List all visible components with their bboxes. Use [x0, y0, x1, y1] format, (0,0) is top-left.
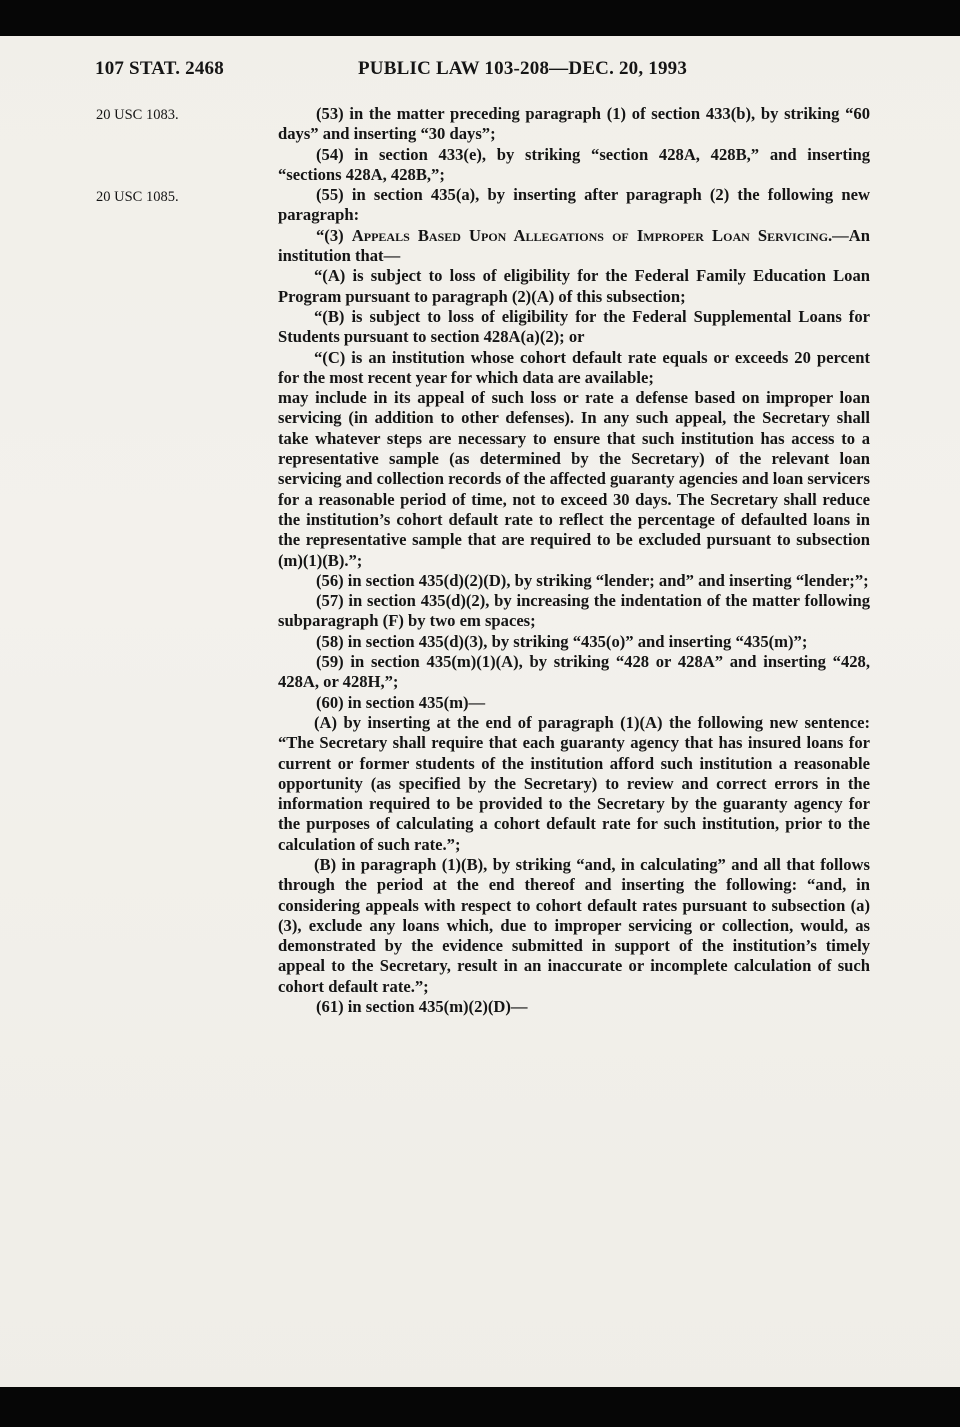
statute-subparagraph-a: “(A) is subject to loss of eligibility for the Federal Family Education Loan Program pursuant to paragraph (2)(A) of this subsection;: [278, 266, 870, 306]
quoted-paragraph-suffix: .—An institution that—: [278, 225, 870, 266]
statute-body: [278, 104, 870, 1017]
smallcaps-heading: Appeals Based Upon Allegations of Improper Loan Servicing: [351, 225, 829, 245]
statute-paragraph-55-3: [278, 226, 870, 267]
statute-paragraph-61: (61) in section 435(m)(2)(D)—: [316, 997, 528, 1017]
top-scan-bar: [0, 0, 960, 36]
statute-paragraph-58: (58) in section 435(d)(3), by striking “435(o)” and inserting “435(m)”;: [316, 631, 808, 651]
statute-paragraph-59: (59) in section 435(m)(1)(A), by striking “428 or 428A” and inserting “428, 428A, or 428H,”;: [278, 652, 870, 692]
statute-paragraph-60-b: (B) in paragraph (1)(B), by striking “and, in calculating” and all that follows through the period at the end thereof and inserting the following: “and, in considering appeals with respect to cohort default rates pursuant to subsection (a)(3), exclude any loans which, due to improper servicing or collection, would, as demonstrated by the evidence submitted in support of the institution’s timely appeal to the Secretary, result in an inaccurate or incomplete calculation of such cohort default rate.”;: [278, 854, 870, 996]
statute-subparagraph-b: “(B) is subject to loss of eligibility for the Federal Supplemental Loans for Students pursuant to section 428A(a)(2); or: [278, 306, 870, 347]
statute-paragraph-53: (53) in the matter preceding paragraph (1) of section 433(b), by striking “60 days” and inserting “30 days”;: [278, 104, 870, 144]
statute-flush-paragraph: may include in its appeal of such loss or rate a defense based on improper loan servicing (in addition to other defenses). In any such appeal, the Secretary shall take whatever steps are necessary to ensure that such institution has access to a representative sample (as determined by the Secretary) of the relevant loan servicing and collection records of the affected guaranty agencies and loan servicers for a reasonable period of time, not to exceed 30 days. The Secretary shall reduce the institution’s cohort default rate to reflect the percentage of defaulted loans in the representative sample that are required to be excluded pursuant to subsection (m)(1)(B).”;: [278, 388, 870, 570]
statute-paragraph-57: (57) in section 435(d)(2), by increasing the indentation of the matter following subparagraph (F) by two em spaces;: [278, 591, 870, 631]
bottom-scan-bar: [0, 1387, 960, 1427]
statute-paragraph-60: (60) in section 435(m)—: [316, 692, 486, 712]
margin-note-usc-1083: 20 USC 1083.: [96, 107, 179, 123]
margin-note-usc-1085: 20 USC 1085.: [96, 189, 179, 205]
page-header: [0, 58, 960, 84]
page-content: [0, 104, 960, 1017]
stat-number: 107 STAT. 2468: [95, 58, 224, 79]
quoted-paragraph-prefix: “(3): [316, 225, 352, 245]
law-title: PUBLIC LAW 103-208—DEC. 20, 1993: [358, 58, 688, 79]
statute-paragraph-55: (55) in section 435(a), by inserting after paragraph (2) the following new paragraph:: [278, 185, 870, 225]
statute-paragraph-60-a: (A) by inserting at the end of paragraph (1)(A) the following new sentence: “The Secretary shall require that each guaranty agency that has insured loans for current or former students of the institution afford such institution a reasonable opportunity (as specified by the Secretary) to review and correct errors in the information required to be provided to the Secretary by the guaranty agency for the purposes of calculating a cohort default rate for such institution, prior to the calculation of such rate.”;: [278, 712, 870, 854]
statute-paragraph-56: (56) in section 435(d)(2)(D), by striking “lender; and” and inserting “lender;”;: [316, 570, 869, 590]
statute-paragraph-54: (54) in section 433(e), by striking “section 428A, 428B,” and inserting “sections 428A, 428B,”;: [278, 144, 870, 184]
statute-subparagraph-c: “(C) is an institution whose cohort default rate equals or exceeds 20 percent for the most recent year for which data are available;: [278, 347, 870, 387]
